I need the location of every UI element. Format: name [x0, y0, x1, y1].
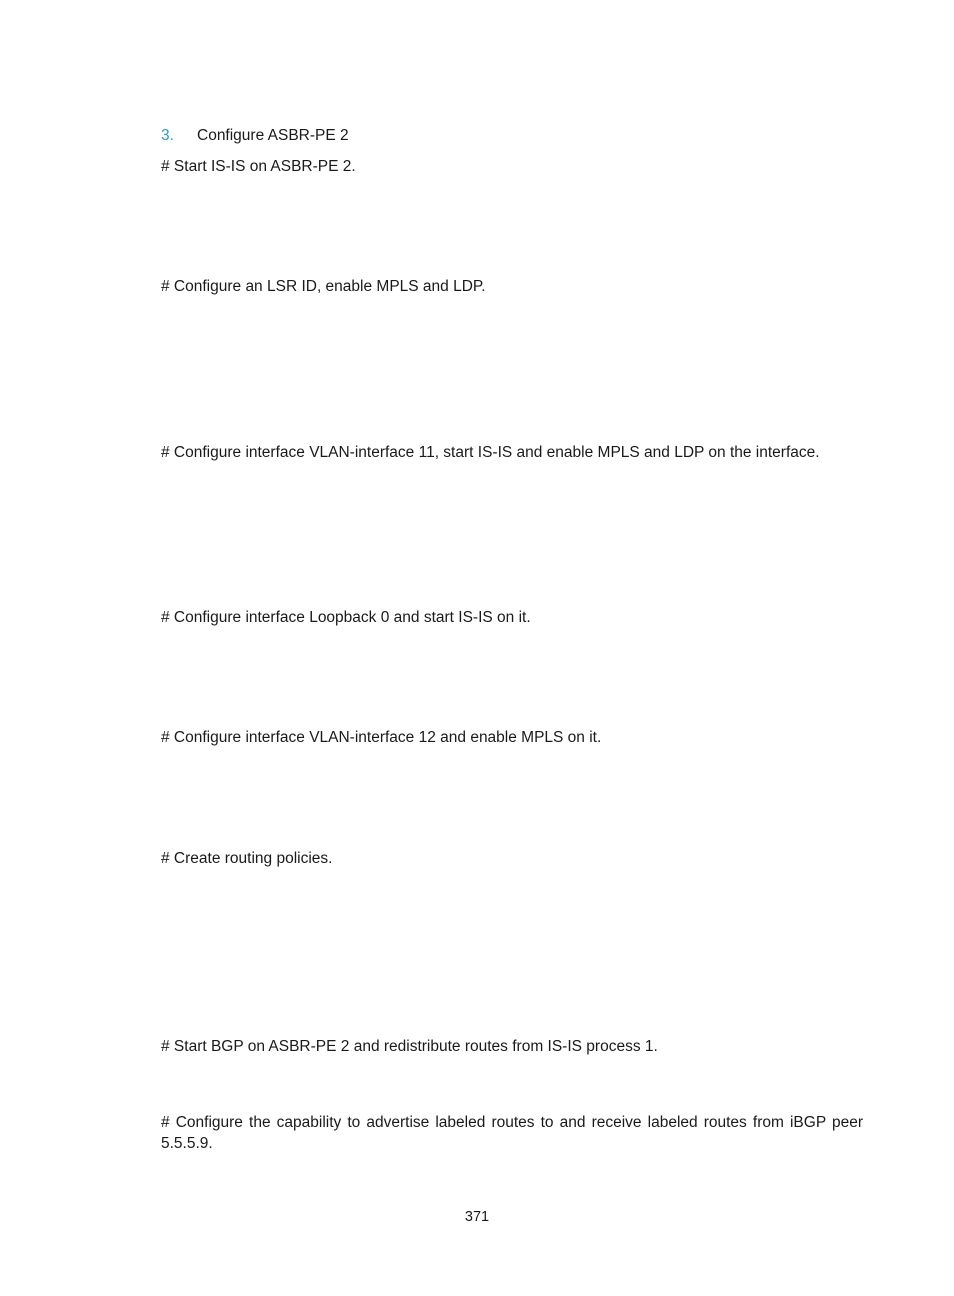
comment-start-bgp: # Start BGP on ASBR-PE 2 and redistribute routes from IS-IS process 1. [161, 1038, 658, 1055]
comment-create-routing-policies: # Create routing policies. [161, 850, 333, 867]
comment-configure-vlan-interface-12: # Configure interface VLAN-interface 12 and enable MPLS on it. [161, 729, 602, 746]
comment-start-isis: # Start IS-IS on ASBR-PE 2. [161, 158, 356, 175]
comment-configure-lsr-id: # Configure an LSR ID, enable MPLS and LDP. [161, 278, 486, 295]
step-number: 3. [161, 127, 174, 144]
page-number: 371 [464, 1209, 490, 1225]
step-title: Configure ASBR-PE 2 [197, 127, 349, 144]
comment-labeled-routes: # Configure the capability to advertise labeled routes to and receive labeled routes from iBGP peer 5.5.5.9. [161, 1114, 863, 1152]
comment-configure-loopback-0: # Configure interface Loopback 0 and start IS-IS on it. [161, 609, 531, 626]
comment-configure-vlan-interface-11: # Configure interface VLAN-interface 11, start IS-IS and enable MPLS and LDP on the interface. [161, 444, 820, 461]
step-heading [161, 126, 349, 146]
